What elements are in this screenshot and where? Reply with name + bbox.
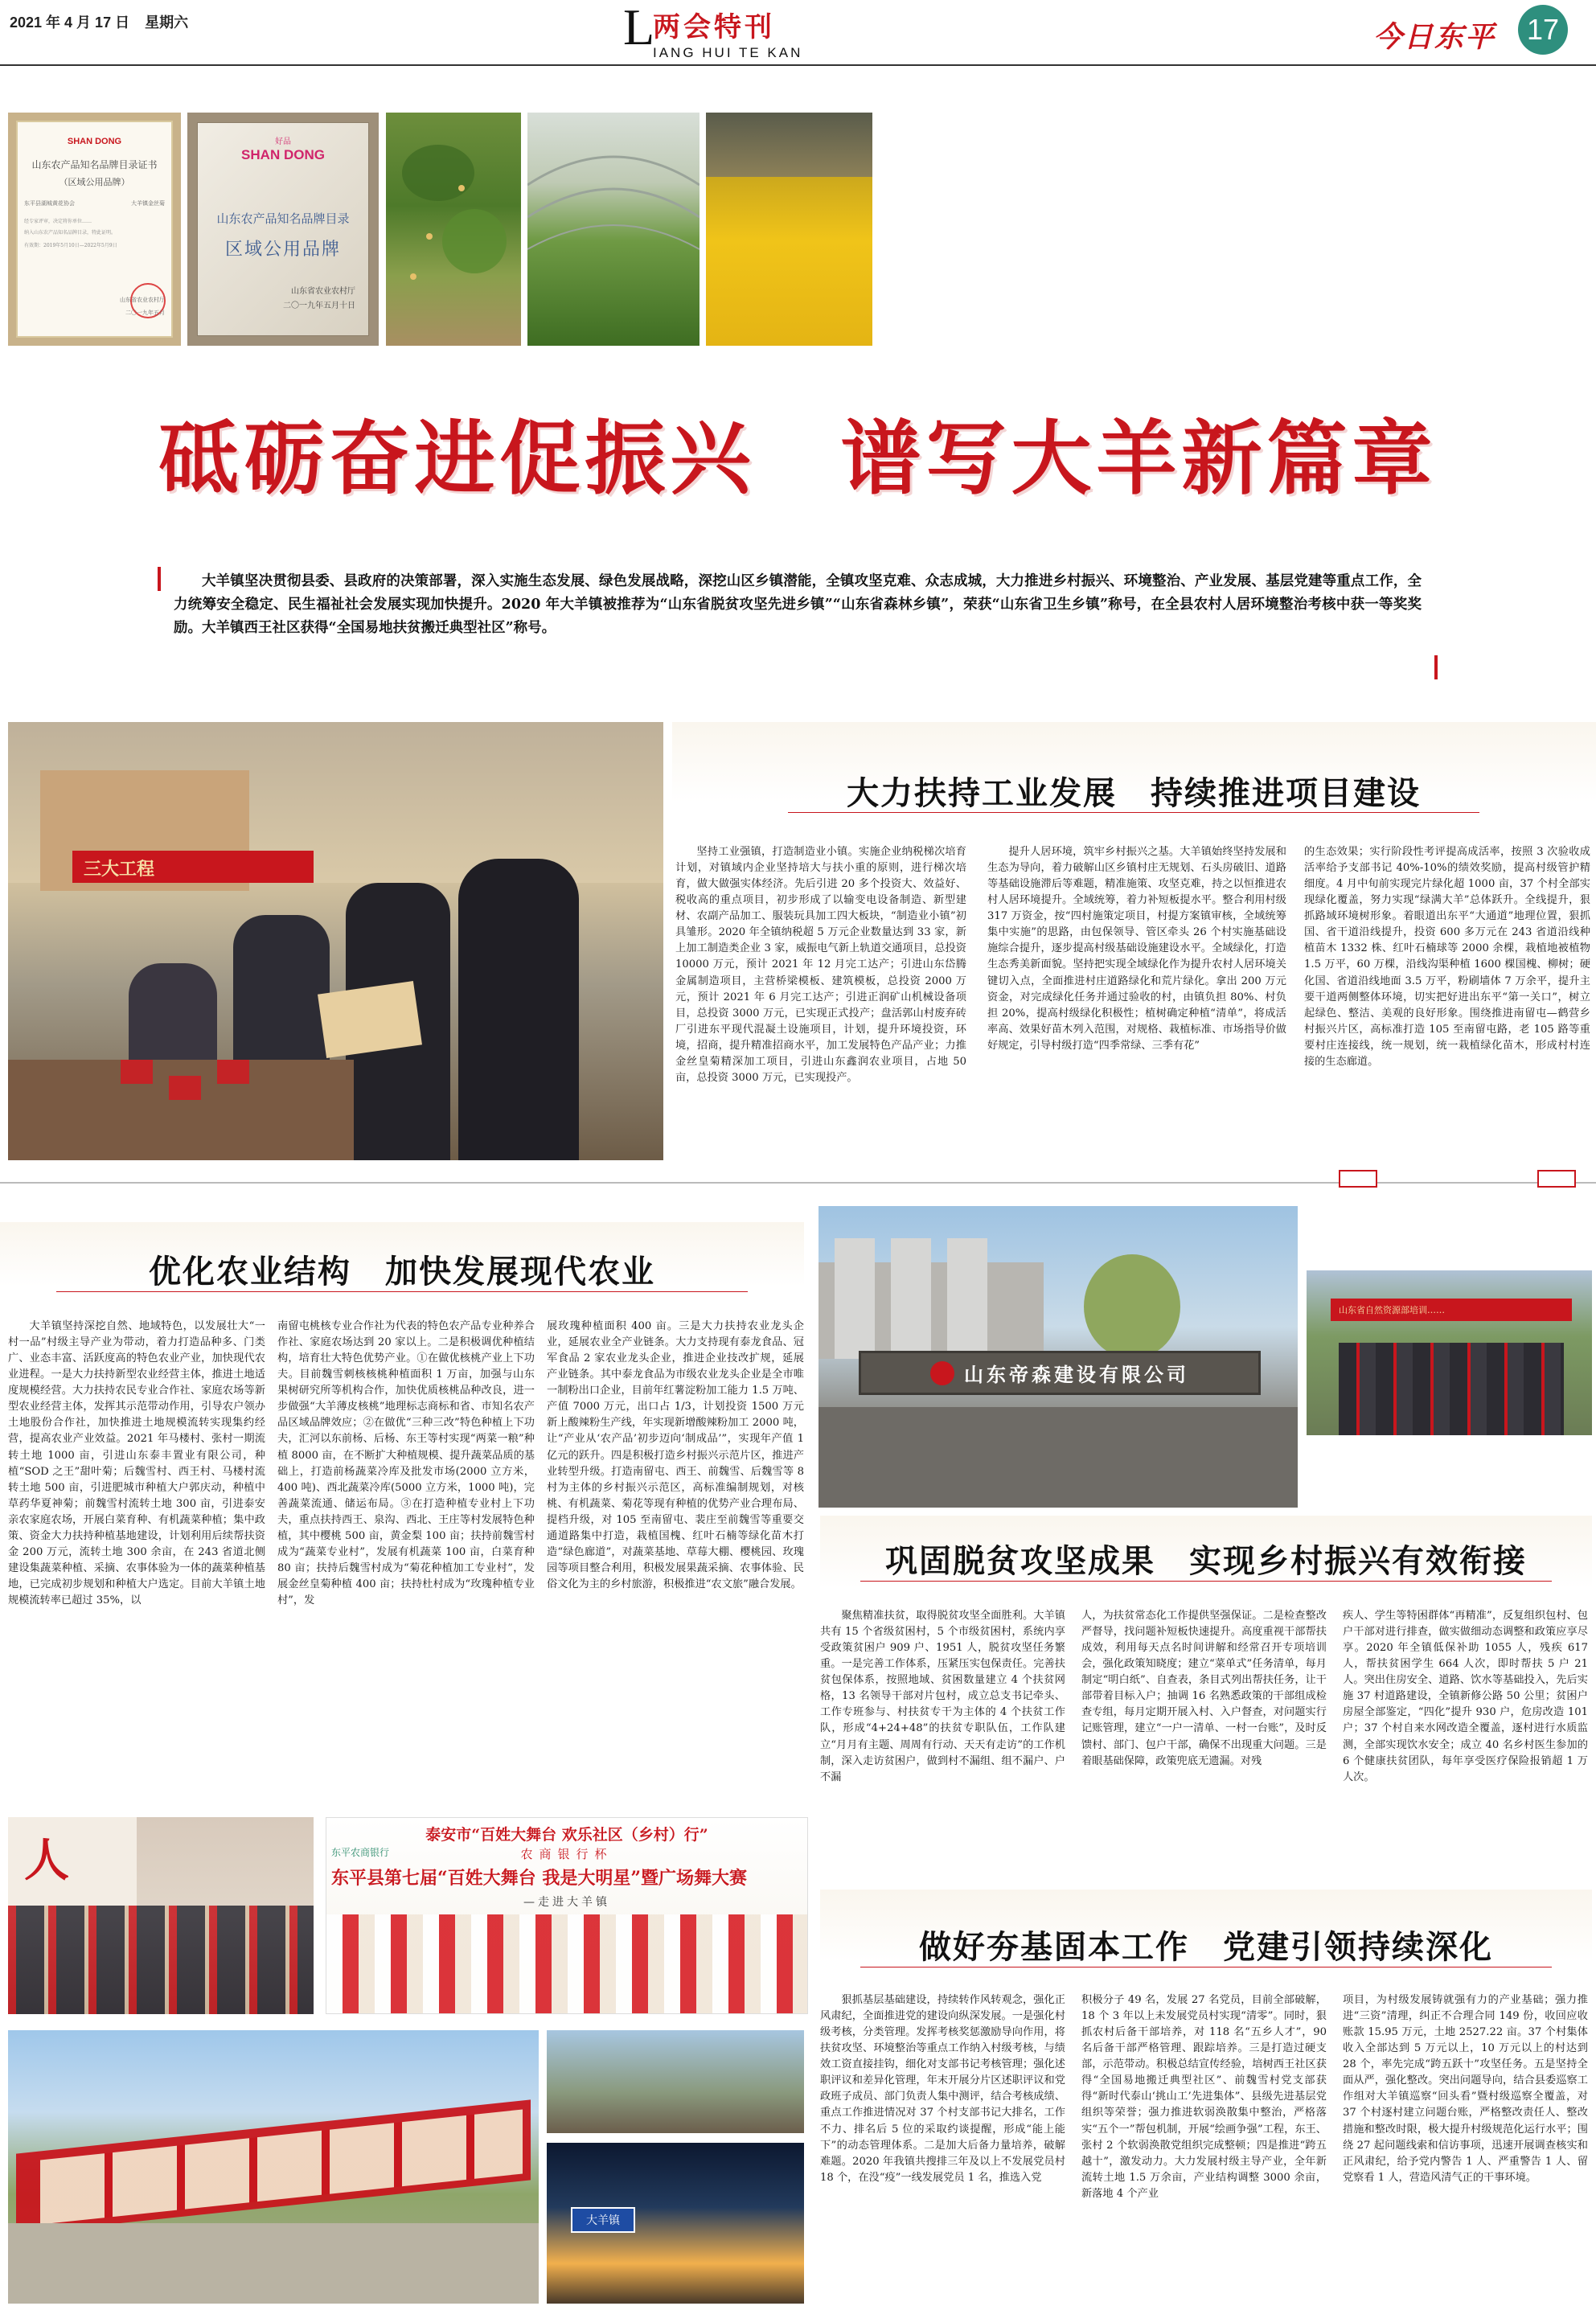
poverty-col-3: 疾人、学生等特困群体“再精准”，反复组织包村、包户干部对进行排查，做实做细动态调整和政策应享尽享。2020 年全镇低保补助 1055 人，残疾 617 人，帮扶贫困学生 664 人次，即时帮扶 5 户 21 人。突出住房安全、道路、饮水等基础投入，先后实施 37 村道路建设，全镇新修公路 50 公里；贫困户房屋全部鉴定，“四化”提升 930 户，危房改造 101 户；37 个村自来水网改造全覆盖，逐村进行水质监测，全部实现饮水安全；成立 40 名乡村医生参加的 6 个健康扶贫团队，每年享受医疗保险报销超 1 万人次。 [1343, 1610, 1588, 1783]
photo-night-street [547, 2143, 804, 2304]
issue-date: 2021 年 4 月 17 日 [10, 14, 130, 31]
photo-greenhouse [527, 113, 700, 346]
plaque-date: 二〇一九年五月十日 [283, 302, 355, 310]
plaque-brand: SHAN DONG [241, 147, 325, 162]
page-header [0, 0, 1596, 64]
header-rule [0, 64, 1596, 66]
page-headline: 砥砺奋进促振兴 谱写大羊新篇章 [158, 412, 1438, 506]
certificate-subtitle: （区域公用品牌） [59, 177, 130, 187]
photo-mural-wall [8, 2030, 539, 2304]
certificate-issue-date: 二〇一九年五月 [125, 310, 165, 316]
certificate-line4: 纳入山东农产品知名品牌目录，特此证明。 [24, 230, 117, 236]
certificate-title: 山东农产品知名品牌目录证书 [31, 159, 158, 170]
industry-col-2: 提升人居环境，筑牢乡村振兴之基。大羊镇始终坚持发展和生态为导向，着力破解山区乡镇村庄无规划、石头房破旧、道路等基础设施滞后等难题，精准施策、攻坚克难，持之以恒推进农村人居环境提升。全域统筹，着力补短板提水平。整合利用村级 317 万资金，按“四村施策定项目，村提方案镇审核，全域统筹集中实施”的思路，由包保领导、管区牵头 26 个村实施基础设施综合提升，逐步提高村级基础设施建设水平。全域绿化，打造生态秀美新面貌。坚持把实现全域绿化作为提升农村人居环境关键切入点，全面推进村庄道路绿化和荒片绿化。拿出 200 万元资金，对完成绿化任务并通过验收的村，由镇负担 80%、村负担 20%，提高村级绿化积极性；植树确定种植“清单”，将成活率高、效果好苗木列入范围，对规格、栽植标准、市场指导价做好规定，引导村级打造“四季常绿、三季有花” [987, 846, 1286, 1052]
photo-construction-company [819, 1206, 1298, 1508]
issue-weekday: 星期六 [145, 14, 189, 31]
newspaper-logo: 今日东平 [1373, 20, 1496, 54]
party-section-title: 做好夯基固本工作 党建引领持续深化 [919, 1928, 1493, 1966]
section-pinyin: IANG HUI TE KAN [653, 45, 803, 60]
factory-sign: 山东帝森建设有限公司 [859, 1351, 1261, 1395]
certificate-line2: 大羊镇金丝菊 [131, 200, 165, 207]
intro-box [158, 567, 1438, 679]
certificate-line3: 经专家评审，决定将你单位…… [24, 219, 92, 224]
page-number: 17 [1526, 13, 1560, 46]
agri-section-rule [56, 1291, 748, 1292]
stage-banner-red: 东平县第七届“百姓大舞台 我是大明星”暨广场舞大赛 [331, 1868, 747, 1889]
ceremony-marker-2 [1537, 1170, 1576, 1188]
photo-certificate [8, 113, 181, 346]
photo-plaque [187, 113, 379, 346]
ceremony-marker [1339, 1170, 1377, 1188]
poverty-section-title: 巩固脱贫攻坚成果 实现乡村振兴有效衔接 [885, 1542, 1527, 1580]
photo-inspection [8, 722, 663, 1160]
industry-col-1: 坚持工业强镇，打造制造业小镇。实施企业纳税梯次培育计划，对镇域内企业坚持培大与扶小重的原则，进行梯次培育，做大做强实体经济。先后引进 20 多个投资大、效益好、税收高的重点项目，初步形成了以输变电设备制造、新型建材、农副产品加工、服装玩具加工四大板块，“制造业小镇”初具雏形。2020 年全镇纳税超 5 万元企业数量达到 33 家，新上加工制造类企业 3 家，威振电气新上轨道交通项目，总投资 10000 万元，预计 2021 年 12 月完工达产；引进山东岱腾金属制造项目，主营桥梁模板、建筑模板，总投资 2000 万元，预计 2021 年 6 月完工达产；引进正润矿山机械设备项目，总投资 3000 万元，已实现正式投产；盘活郭山村废弃砖厂引进东平现代混凝土设施项目，计划，提升环境投资，环境，招商，提升精准招商水平，加工发展特色产品产业；力推金丝皇菊精深加工项目，引进山东鑫润农业项目，占地 50 亩，总投资 3000 万元，已实现投产。 [675, 846, 966, 1084]
certificate-line1: 东平县湖城黄花协会 [24, 200, 75, 207]
agri-col-2: 南留屯桃核专业合作社为代表的特色农产品专业种养合作社、家庭农场达到 20 家以上。二是积极调优种植结构，培育壮大特色优势产业。①在做优核桃产业上下功夫。目前魏雪刺核核桃种植面积 1 万亩，加强与山东果树研究所等机构合作，加快优质核桃品种改良，进一步做强“大羊薄皮核桃”地理标志商标和省、市知名农产品区域品牌效应；②在做优“三种三改”特色种植上下功夫，汇河以东前杨、后杨、东王等村实现“两菜一粮”种植 8000 亩，在不断扩大种植规模、提升蔬菜品质的基础上，打造前杨蔬菜冷库及批发市场(2000 立方米，400 吨)、西北蔬菜冷库(5000 立方米，1000 吨)，完善蔬菜流通、储运布局。③在打造种植专业村上下功夫，重点扶持西王、泉沟、西北、王庄等村发展特色种植，其中樱桃 500 亩，黄金梨 100 亩；扶持前魏雪村成为“蔬菜专业村”，发展有机蔬菜 100 亩，白菜育种 80 亩；扶持后魏雪村成为“菊花种植加工专业村”，发展金丝皇菊种植 400 亩；扶持杜村成为“玫瑰种植专业村”，发 [277, 1320, 535, 1607]
agri-section-title: 优化农业结构 加快发展现代农业 [149, 1253, 655, 1290]
certificate-issuer: 山东省农业农村厅 [120, 297, 165, 303]
section-title: 两会特刊 [653, 11, 775, 43]
page-number-badge [1518, 5, 1568, 55]
poverty-col-1: 聚焦精准扶贫，取得脱贫攻坚全面胜利。大羊镇共有 15 个省级贫困村，5 个市级贫困村，系统内享受政策贫困户 909 户、1951 人，脱贫攻坚任务繁重。一是完善工作体系，压紧压实包保责任。完善扶贫包保体系，按照地域、贫困数量建立 4 个扶贫网格，13 名领导干部对片包村，成立总支书记牵头、工作专班参与、村扶贫专干为主体的 4 个扶贫工作队，形成“4+24+48”的扶贫专职队伍，工作队建立“月月有主题、周周有行动、天天有走访”的工作机制，深入走访贫困户，做到村不漏组、组不漏户、户不漏 [820, 1610, 1065, 1783]
intro-text: 大羊镇坚决贯彻县委、县政府的决策部署，深入实施生态发展、绿色发展战略，深挖山区乡镇潜能，全镇攻坚克难、众志成城，大力推进乡村振兴、环境整治、产业发展、基层党建等重点工作，全力统筹安全稳定、民生福祉社会发展实现加快提升。2020 年大羊镇被推荐为“山东省脱贫攻坚先进乡镇”“山东省森林乡镇”，荣获“山东省卫生乡镇”称号，在全县农村人居环境整治考核中获一等奖奖励。大羊镇西王社区获得“全国易地扶贫搬迁典型社区”称号。 [174, 573, 1422, 636]
photo-ceremony [1307, 1270, 1592, 1435]
industry-col-3: 的生态效果；实行阶段性考评提高成活率，按照 3 次验收成活率给予支部书记 40%-10%的绩效奖励，提高村级管护精细度。4 月中旬前实现完片绿化超 1000 亩，37 个村全部实现绿化覆盖，努力实现“绿满大羊”总体跃升。全线提升，狠抓路域环境树形象。着眼道出东平“大通道”地理位置，狠抓国、省干道沿线提升，投资 600 多万元在 243 省道沿线种植苗木 1332 株、红叶石楠球等 2000 余棵，栽植地被植物 1.5 万平，60 万棵，沿线沟渠种植 1600 棵国槐、柳树；硬化国、省道沿线地面 3.5 万平，粉刷墙体 7 万余平，提升主要干道两侧整体环境，切实把好进出东平“第一关口”，树立起绿色、整洁、美观的良好形象。围绕推进南留屯—鹤营乡村振兴片区，高标准打造 105 至南留屯路，老 105 路等重要村庄连接线，统一规划，统一栽植绿化苗木，形成村村连接的生态廊道。 [1304, 846, 1590, 1068]
agri-col-1: 大羊镇坚持深挖自然、地域特色，以发展壮大“一村一品”村级主导产业为带动，着力打造品种多、门类广、业态丰富、活跃度高的特色农业产业，加快现代农业进程。一是大力扶持新型农业经营主体，推进土地适度规模经营。大力扶持农民专业合作社、家庭农场等新型农业经营主体，发挥其示范带动作用，引导农户领办土地股份合作社，加快推进土地规模流转实现集约经营，提高农业产业效益。2021 年马楼村、张村一期流转土地 1000 亩，引进山东泰丰置业有限公司，种植“SOD 之王”甜叶菊；后魏雪村、西王村、马楼村流转土地 500 亩，引进肥城市种植大户郭庆动，种植中草药华夏神菊；前魏雪村流转土地 300 亩，引进泰安亲农家庭农场，开展白菜育种、有机蔬菜种植；集中政策、资金大力扶持种植基地建设，计划利用后续帮扶资金 200 万元，流转土地 300 余亩，在 243 省道北侧建设集蔬菜种植、采摘、农事体验为一体的蔬菜种植基地，已完成初步规划和种植大户选定。目前大羊镇土地规模流转率已超过 35%，以 [8, 1320, 265, 1607]
agri-col-3: 展玫瑰种植面积 400 亩。三是大力扶持农业龙头企业，延展农业全产业链条。大力支持现有泰龙食品、冠军食品 2 家农业龙头企业，推进企业技改扩规，延展产业链条。其中泰龙食品为市级农业龙头企业是全市唯一制粉出口企业，目前年红薯淀粉加工能力 1.5 万吨、产值 7000 万元，出口占 1/3，计划投资 1500 万元新上酸辣粉生产线，年实现新增酸辣粉加工 2000 吨，让“产业从‘农产品’初步迈向‘制成品’”，实现年产值 1 亿元的跃升。四是积极打造乡村振兴示范片区，推进产业转型升级。打造南留屯、西王、前魏雪、后魏雪等 8 村为主体的乡村振兴示范区，高标准编制规划，对核桃、有机蔬菜、菊花等现有种植的优势产业合理布局、提档升级，对 105 至南留屯、裴庄至前魏雪等重要交通道路集中打造，栽植国槐、红叶石楠等绿化苗木打造“绿色廊道”，对蔬菜基地、草莓大棚、樱桃园、玫瑰园等项目整合利用，积极发展果蔬采摘、农事体验、民俗文化为主的乡村旅游，积极推进“农文旅”融合发展。 [547, 1320, 804, 1590]
intro-bar-bottom [1434, 655, 1438, 679]
poverty-col-2: 人，为扶贫常态化工作提供坚强保证。二是检查整改严督导，找问题补短板快速提升。高度重视干部帮扶成效，利用每天点名时间讲解和经常召开专项培训会，强化政策知晓度；建立“菜单式”任务清单，每月制定“明白纸”、自查表，条目式列出帮扶任务，让干部带着目标入户；抽调 16 名熟悉政策的干部组成检查专组，每月定期开展入村、入户督查，对问题实行记账管理，建立“一户一清单、一村一台账”，及时反馈村、部门、包户干部，确保不出现重大问题。三是着眼基础保障，政策兜底无遗漏。对残 [1081, 1610, 1327, 1767]
industry-section-title: 大力扶持工业发展 持续推进项目建设 [847, 774, 1421, 812]
stage-sub: —走进大羊镇 [523, 1896, 610, 1909]
party-col-1: 狠抓基层基础建设，持续转作风转观念，强化正风肃纪，全面推进党的建设向纵深发展。一是强化村级考核，分类管理。发挥考核奖惩激励导向作用，将扶贫攻坚、环境整治等重点工作纳入村级考核，与绩效工资直接挂钩，细化对支部书记考核管理；强化述职评议和差异化管理，年末开展分片区述职评议和党政班子成员、部门负责人集中测评，结合考核成绩、重点工作推进情况对 37 个村支部书记大排名，工作不力、排名后 5 位的采取约谈提醒，形成“能上能下”的动态管理体系。二是加大后备力量培养，破解难题。2020 年我镇共搜排三年及以上不发展党员村 18 个，在没“疫”一线发展党员 1 名，推选入党 [820, 1994, 1065, 2184]
certificate-brand: SHAN DONG [67, 137, 122, 146]
stage-sponsor: 农商银行杯 [520, 1847, 613, 1861]
intro-bar [158, 567, 161, 591]
plaque-title: 山东农产品知名品牌目录 [216, 211, 350, 226]
photo-cherry-tree [386, 113, 521, 346]
stage-banner-top: 泰安市“百姓大舞台 欢乐社区（乡村）行” [425, 1826, 708, 1844]
photo-chrysanthemum-field [706, 113, 872, 346]
plaque-subtitle: 区域公用品牌 [224, 240, 341, 260]
section-initial: L [623, 0, 655, 55]
stage-sponsor-left: 东平农商银行 [331, 1847, 390, 1858]
street-sign: 大羊镇 [571, 2207, 635, 2233]
photo-stage [326, 1817, 808, 2014]
photo-villagers: 人 [8, 1817, 314, 2014]
industry-section-rule [788, 812, 1479, 813]
plaque-brand-top: 好品 [275, 137, 291, 146]
plaque-issuer: 山东省农业农村厅 [291, 287, 355, 296]
poverty-section-rule [860, 1581, 1552, 1582]
certificate-validity: 有效期：2019年5月10日—2022年5月9日 [24, 243, 117, 248]
red-banner: 三大工程 [72, 851, 314, 883]
ceremony-banner: 山东省自然资源部培训…… [1331, 1299, 1572, 1321]
party-col-3: 项目，为村级发展铸就强有力的产业基础；强力推进“三资”清理，纠正不合理合同 149 份，收回应收账款 15.95 万元，土地 2527.22 亩。37 个村集体收入全部达到 5 万元以上，10 万元以上的村达到 28 个，率先完成“跨五跃十”攻坚任务。五是坚持全面从严，强化整改。突出问题导向，结合县委巡察工作组对大羊镇巡察“回头看”暨村级巡察全覆盖，对 37 个村逐村建立问题台账，严格整改责任人、整改措施和整改时限，极大提升村级规范化运行水平；围绕 27 起问题线索和信访事项，迅速开展调查核实和正风肃纪，给予党内警告 1 人、严重警告 1 人、留党察看 1 人，营造风清气正的干事环境。 [1343, 1994, 1588, 2184]
photo-old-houses [547, 2030, 804, 2133]
party-col-2: 积极分子 49 名，发展 27 名党员，目前全部破解，18 个 3 年以上未发展党员村实现“清零”。同时，狠抓农村后备干部培养，对 118 名“五乡人才”，90 名后备干部严格管理、跟踪培养。三是打造过硬支部，示范带动。积极总结宣传经验，培树西王社区获得“全国易地搬迁典型社区”、前魏雪村党支部获得“新时代泰山‘挑山工’先进集体”、县级先进基层党组织等荣誉；强力推进软弱涣散集中整治，严格落实“五个一”帮包机制，开展“绘画争强”工程，东王、张村 2 个软弱涣散党组织完成整顿；四是推进“跨五越十”，激发动力。大力发展村级主导产业，全年新流转土地 1.5 万余亩，产业结构调整 3000 余亩，新落地 4 个产业 [1081, 1994, 1327, 2200]
